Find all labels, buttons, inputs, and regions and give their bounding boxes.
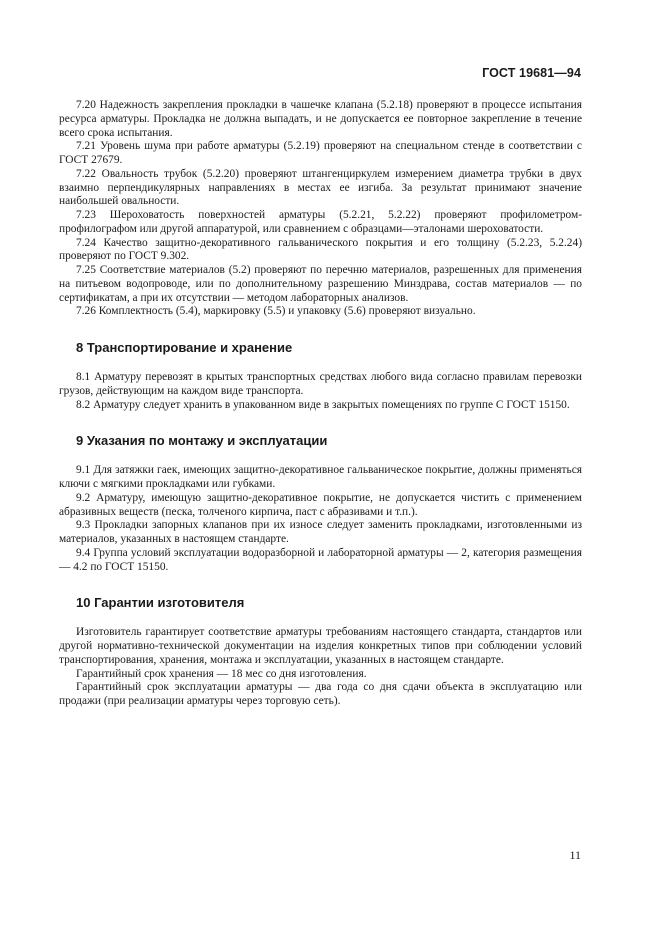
paragraph-7-24: 7.24 Качество защитно-декоративного гальванического покрытия и его толщину (5.2.23, 5.2.24) проверяют по ГОСТ 9.302. xyxy=(59,236,582,263)
section-9 xyxy=(59,433,582,574)
paragraph-7-26: 7.26 Комплектность (5.4), маркировку (5.5) и упаковку (5.6) проверяют визуально. xyxy=(76,305,476,318)
section-8 xyxy=(59,340,582,412)
paragraph-8-2: 8.2 Арматуру следует хранить в упакованном виде в закрытых помещениях по группе С ГОСТ 15150. xyxy=(76,398,570,411)
section-8-title: 8 Транспортирование и хранение xyxy=(76,340,293,355)
paragraph-7-21: 7.21 Уровень шума при работе арматуры (5.2.19) проверяют на специальном стенде в соответствии с ГОСТ 27679. xyxy=(59,140,582,166)
section-7-continuation xyxy=(59,99,582,319)
paragraph-7-20: 7.20 Надежность закрепления прокладки в чашечке клапана (5.2.18) проверяют в процессе испытания ресурса арматуры. Прокладка не должна выпадать, и не допускается ее повторное закрепление в течение всего срока испытания. xyxy=(59,99,582,139)
paragraph-10-2: Гарантийный срок хранения — 18 мес со дня изготовления. xyxy=(76,667,367,680)
paragraph-9-3: 9.3 Прокладки запорных клапанов при их износе следует заменить прокладками, изготовленными из материалов, указанных в настоящем стандарте. xyxy=(59,519,582,545)
paragraph-10-3: Гарантийный срок эксплуатации арматуры — два года со дня сдачи объекта в эксплуатацию или продажи (при реализации арматуры через торговую сеть). xyxy=(59,681,582,707)
section-10 xyxy=(59,595,582,709)
paragraph-10-1: Изготовитель гарантирует соответствие арматуры требованиям настоящего стандарта, стандартов или другой нормативно-технической документации на изделия конкретных типов при соблюдении условий транспортирования, хранения, монтажа и эксплуатации, указанных в настоящем стандарте. xyxy=(59,626,582,666)
page-number: 11 xyxy=(569,848,581,862)
paragraph-8-1: 8.1 Арматуру перевозят в крытых транспортных средствах любого вида согласно правилам перевозки грузов, действующим на каждом виде транспорта. xyxy=(59,371,582,397)
paragraph-9-4: 9.4 Группа условий эксплуатации водоразборной и лабораторной арматуры — 2, категория размещения — 4.2 по ГОСТ 15150. xyxy=(59,546,582,573)
document-code-header: ГОСТ 19681—94 xyxy=(482,66,581,80)
page-content xyxy=(59,99,582,709)
paragraph-7-25: 7.25 Соответствие материалов (5.2) проверяют по перечню материалов, разрешенных для применения на питьевом водопроводе, или по дополнительному разрешению Минздрава, состав материалов — по сертификатам, а при их отсутствии — методом лабораторных анализов. xyxy=(59,264,582,304)
section-9-title: 9 Указания по монтажу и эксплуатации xyxy=(76,433,328,449)
section-10-title: 10 Гарантии изготовителя xyxy=(76,595,245,611)
paragraph-7-23: 7.23 Шероховатость поверхностей арматуры (5.2.21, 5.2.22) проверяют профилометром-профилографом или другой аппаратурой, или сравнением с образцами—эталонами шероховатости. xyxy=(59,209,582,235)
paragraph-9-1: 9.1 Для затяжки гаек, имеющих защитно-декоративное гальваническое покрытие, должны применяться ключи с мягкими прокладками или губками. xyxy=(59,464,582,490)
paragraph-7-22: 7.22 Овальность трубок (5.2.20) проверяют штангенциркулем измерением диаметра трубки в двух взаимно перпендикулярных направлениях в местах ее изгиба. За результат принимают значение наибольшей овальности. xyxy=(59,167,582,208)
paragraph-9-2: 9.2 Арматуру, имеющую защитно-декоративное покрытие, не допускается чистить с применением абразивных веществ (песка, толченого кирпича, паст с абразивами и т.п.). xyxy=(59,491,582,518)
